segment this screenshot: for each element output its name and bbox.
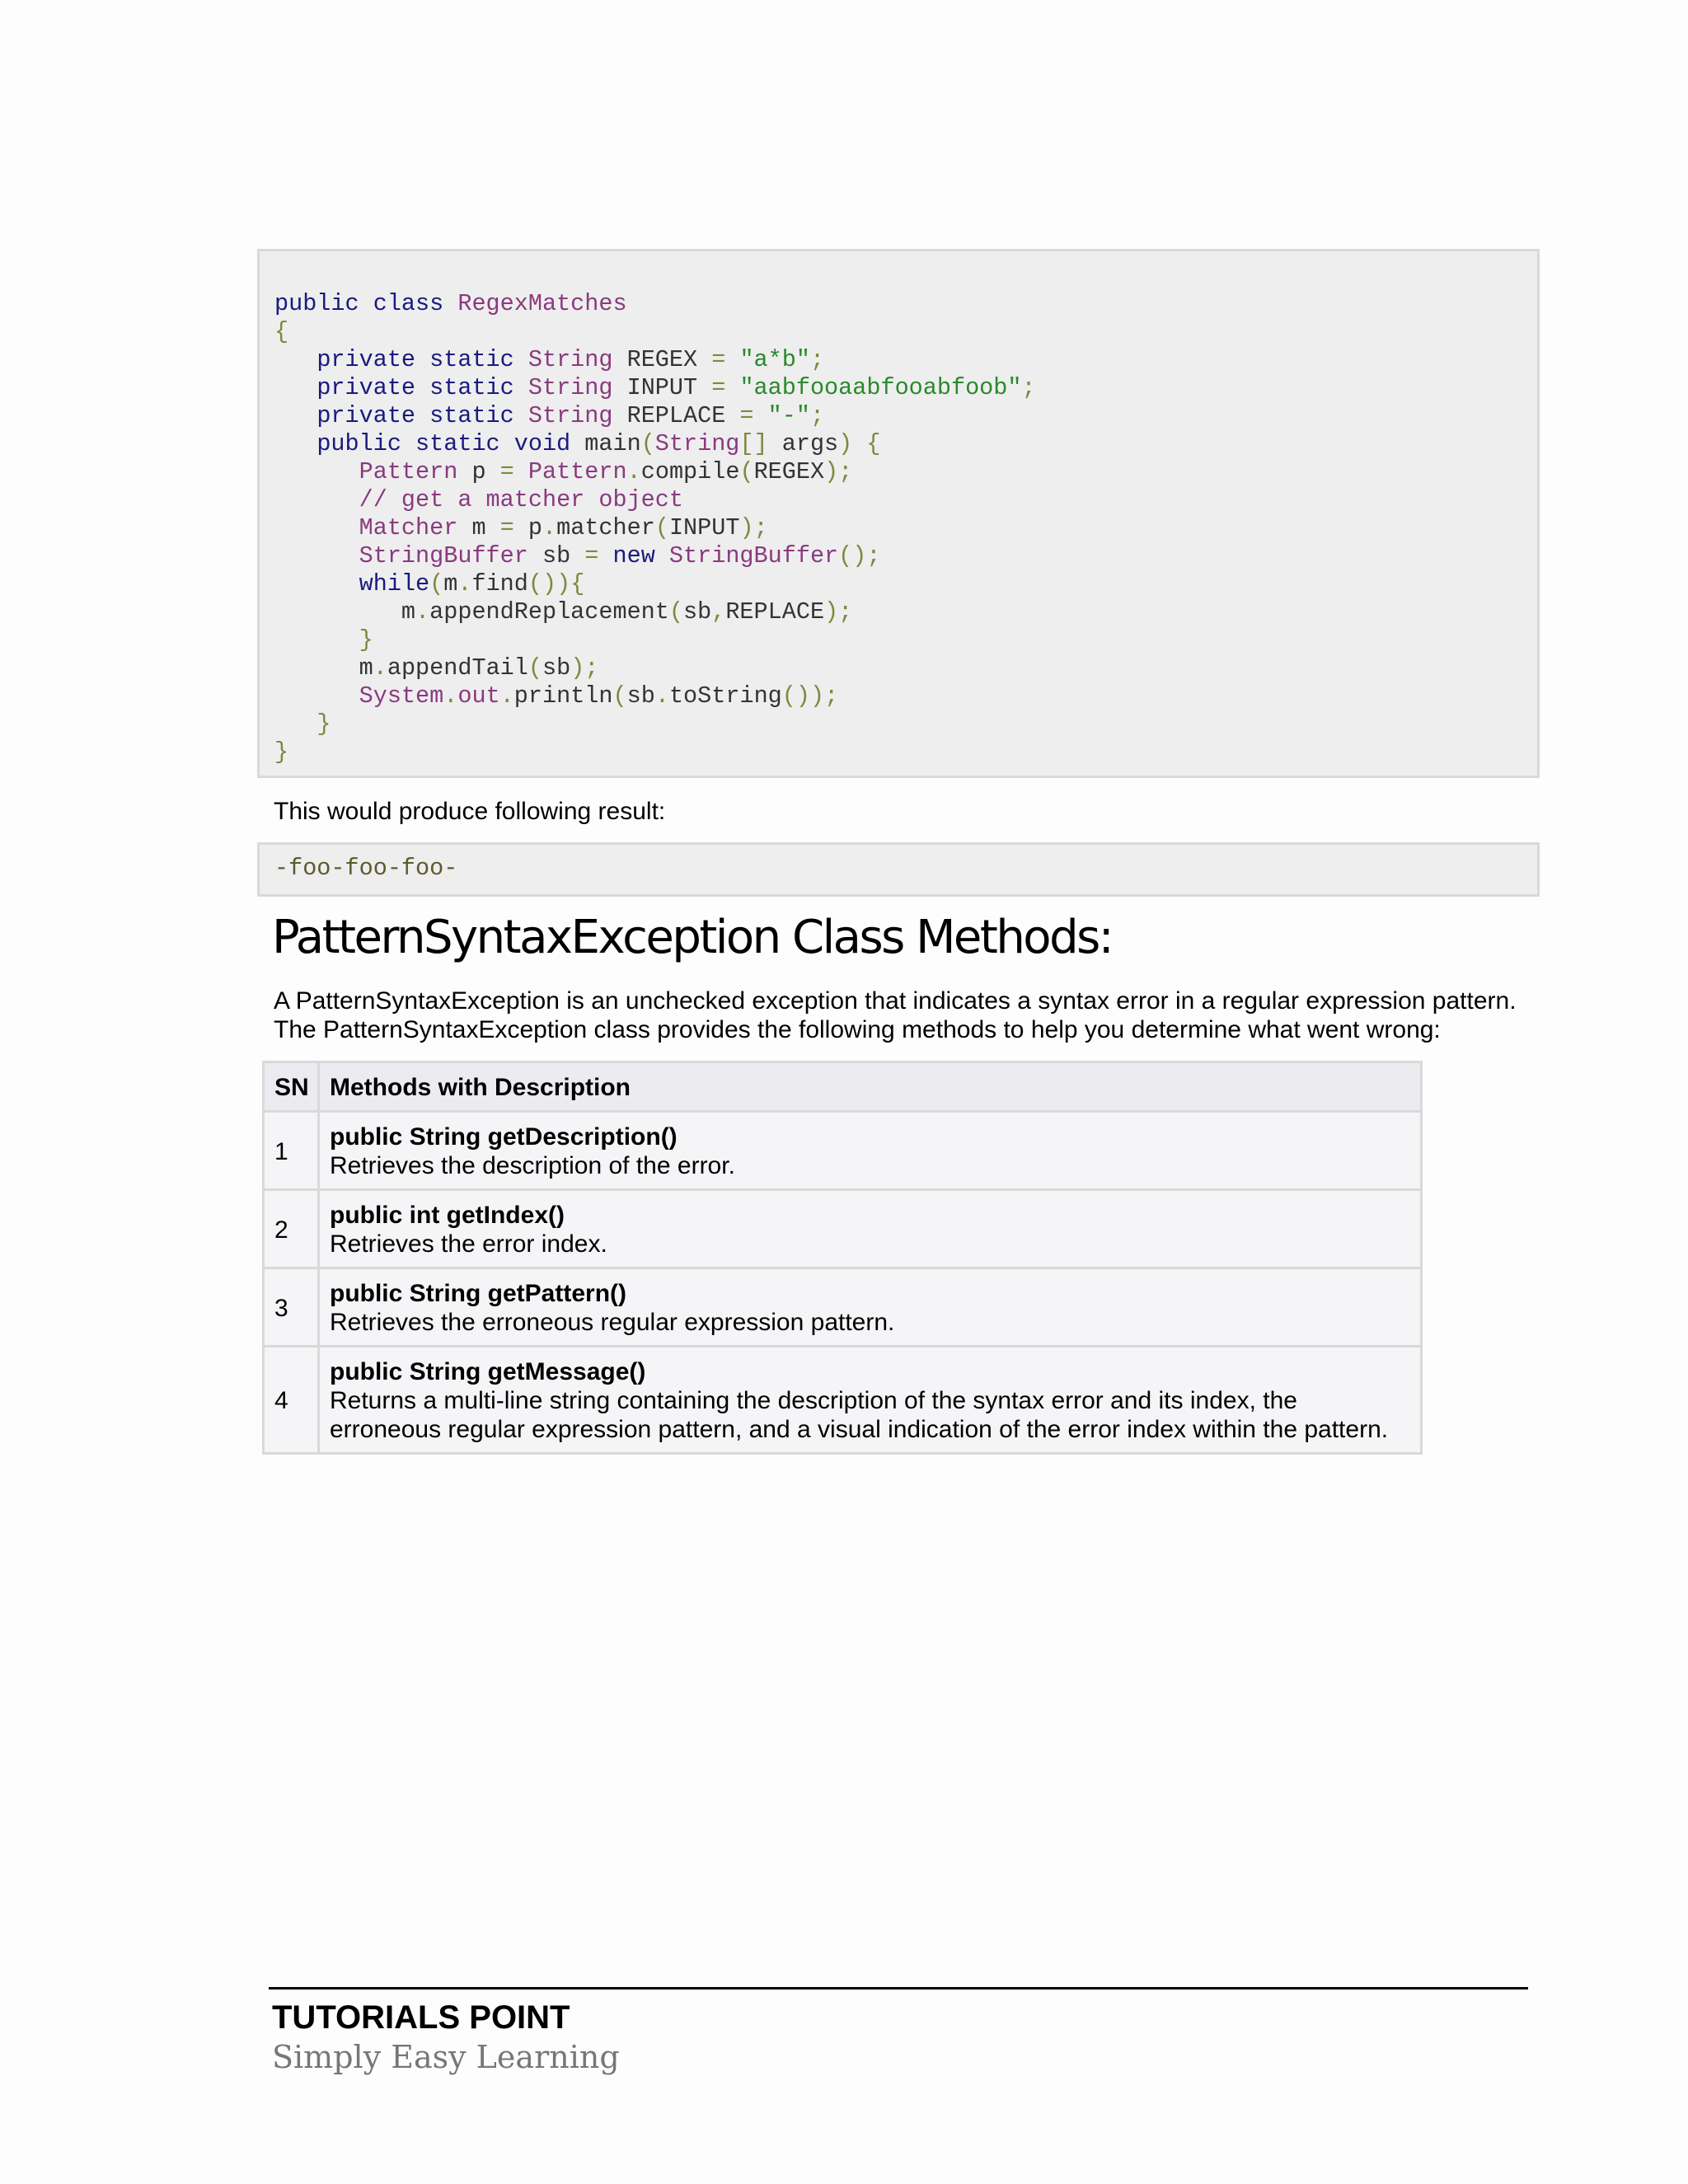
method-description: Retrieves the erroneous regular expression pattern. [330,1309,895,1336]
table-row [264,1347,1422,1454]
code-token: = [711,346,740,373]
code-token: REGEX [626,346,712,373]
code-token: println [513,682,613,710]
code-token: ) { [838,430,881,457]
code-token: . [626,458,641,485]
code-token: INPUT [668,514,740,541]
code-token [274,374,316,401]
code-token: String [528,374,627,401]
code-line [274,738,288,766]
code-token: ; [1021,374,1036,401]
code-token: ( [640,430,655,457]
code-token: ); [739,514,768,541]
code-token: RegexMatches [457,290,627,317]
row-number: 1 [264,1112,319,1190]
method-signature: public int getIndex() [330,1202,565,1229]
code-line [274,318,288,345]
code-token: . [457,570,472,598]
code-line [274,514,768,541]
code-token: sb [542,542,585,569]
table-header-row [264,1062,1422,1112]
code-token: REPLACE [725,598,825,626]
code-token [274,710,316,738]
code-token: private static [316,402,528,429]
output-block: -foo-foo-foo- [257,842,1540,897]
code-token: ( [739,458,754,485]
code-token: ; [809,402,825,429]
method-cell [319,1112,1422,1190]
code-token: , [711,598,726,626]
code-token: ()){ [528,570,585,598]
code-token: ( [528,654,542,682]
method-description: Retrieves the error index. [330,1230,607,1258]
code-token: = [499,514,528,541]
method-signature: public String getPattern() [330,1280,626,1307]
table-row [264,1190,1422,1268]
column-header-sn: SN [264,1062,319,1112]
method-cell [319,1268,1422,1347]
code-token: ( [612,682,627,710]
code-token: . [373,654,387,682]
code-token: while [359,570,430,598]
method-description: Retrieves the description of the error. [330,1152,735,1179]
code-line [274,430,880,457]
section-heading: PatternSyntaxException Class Methods: [272,911,1113,964]
footer-divider [269,1987,1528,1990]
code-token: String [528,346,627,373]
footer-brand: TUTORIALS POINT [272,1999,570,2036]
code-token: INPUT [626,374,712,401]
code-token: String [528,402,627,429]
code-token [274,346,316,373]
code-token: System [359,682,444,710]
code-token: m [471,514,500,541]
code-line [274,346,824,373]
code-token: ( [668,598,683,626]
table-row [264,1268,1422,1347]
code-line [274,682,838,710]
method-signature: public String getDescription() [330,1123,678,1151]
code-token: . [415,598,430,626]
code-line [274,654,598,682]
method-description: Returns a multi-line string containing the description of the syntax error and its index, the erroneous regular expression pattern, and a visual indication of the error index within the pattern. [330,1387,1389,1443]
code-token: private static [316,374,528,401]
method-signature: public String getMessage() [330,1358,646,1385]
method-cell [319,1347,1422,1454]
code-token: StringBuffer [668,542,839,569]
code-token [274,570,359,598]
code-token: ); [824,598,853,626]
code-block [257,249,1540,778]
code-token: StringBuffer [359,542,542,569]
code-token: toString [668,682,782,710]
code-token: compile [640,458,740,485]
code-token: "aabfooaabfooabfoob" [739,374,1022,401]
code-token: } [359,626,373,654]
code-token: [] [739,430,782,457]
table-row [264,1112,1422,1190]
code-token: m [443,570,458,598]
code-token: p [528,514,542,541]
code-token [274,626,359,654]
row-number: 3 [264,1268,319,1347]
code-token: = [499,458,528,485]
code-token: = [711,374,740,401]
footer-tagline: Simply Easy Learning [272,2039,620,2075]
code-token: ( [654,514,669,541]
code-token: Pattern [359,458,472,485]
code-line [274,402,824,429]
code-token [274,486,359,513]
code-token: REPLACE [626,402,740,429]
code-token: m [274,654,373,682]
code-token: } [316,710,331,738]
code-token: . [654,682,669,710]
code-token: public class [274,290,458,317]
code-line [274,710,331,738]
code-token: "a*b" [739,346,810,373]
row-number: 2 [264,1190,319,1268]
code-token: args [781,430,839,457]
code-token: ); [570,654,599,682]
code-token: REGEX [753,458,825,485]
code-token [274,542,359,569]
code-line [274,290,627,317]
code-token: out [457,682,500,710]
code-token: . [542,514,557,541]
code-token: ; [809,346,825,373]
code-token: = [739,402,768,429]
code-line [274,458,852,485]
code-token: } [274,738,289,766]
code-token: String [654,430,740,457]
code-token: m [274,598,416,626]
code-token: . [443,682,458,710]
code-line [274,374,1036,401]
code-token: = [584,542,613,569]
code-token: matcher [556,514,655,541]
code-token: ( [429,570,444,598]
code-token: public static void [316,430,585,457]
code-token [274,514,359,541]
method-cell [319,1190,1422,1268]
code-token: { [274,318,289,345]
code-line [274,570,584,598]
code-token [274,682,359,710]
code-line [274,542,880,569]
code-line [274,486,683,513]
code-token: find [471,570,528,598]
code-token: appendTail [387,654,528,682]
code-token: Matcher [359,514,472,541]
code-token: private static [316,346,528,373]
code-token [274,458,359,485]
code-token [274,430,316,457]
column-header-methods: Methods with Description [319,1062,1422,1112]
result-intro-text: This would produce following result: [274,798,666,825]
code-token [274,402,316,429]
code-token: ()); [781,682,839,710]
code-token: sb [626,682,655,710]
code-token: sb [542,654,571,682]
code-token: p [471,458,500,485]
code-token: "-" [767,402,810,429]
code-token: ); [824,458,853,485]
code-token: (); [838,542,881,569]
intro-paragraph: A PatternSyntaxException is an unchecked exception that indicates a syntax error in a regular expression pattern. The PatternSyntaxException class provides the following methods to help you determine what went wrong: [274,987,1517,1043]
code-token: main [584,430,641,457]
code-token: Pattern [528,458,627,485]
methods-table [262,1061,1423,1455]
code-line [274,598,852,626]
code-token: appendReplacement [429,598,669,626]
code-line [274,626,373,654]
code-token: new [612,542,669,569]
code-listing [274,290,1537,766]
row-number: 4 [264,1347,319,1454]
code-token: sb [683,598,712,626]
code-token: . [499,682,514,710]
code-token: // get a matcher object [359,486,683,513]
